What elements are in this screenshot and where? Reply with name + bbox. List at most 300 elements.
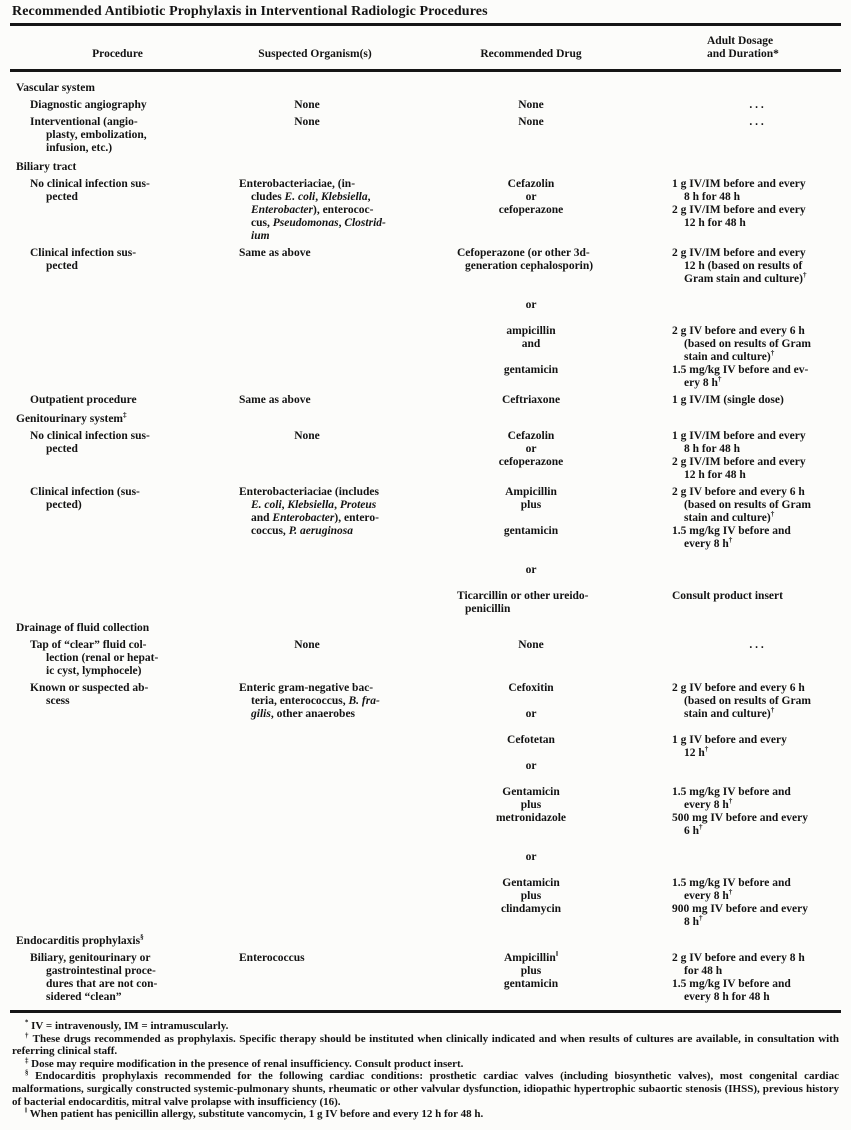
table-line [10, 978, 841, 991]
cell-adult-dosage: 12 h for 48 h [684, 217, 746, 229]
cell-adult-dosage: (based on results of Gram [684, 695, 811, 707]
cell-recommended-drug: gentamicin [503, 978, 559, 990]
cell-procedure [10, 286, 225, 299]
cell-adult-dosage: 1 g IV/IM (single dose) [672, 394, 784, 406]
cell-procedure: plasty, embolization, [46, 129, 147, 141]
cell-suspected-organisms [225, 260, 435, 273]
cell-adult-dosage: 6 h† [684, 823, 703, 837]
cell-adult-dosage: 1.5 mg/kg IV before and [672, 525, 791, 537]
cell-procedure: dures that are not con- [46, 978, 158, 990]
cell-suspected-organisms [225, 325, 435, 338]
cell-recommended-drug [435, 577, 635, 590]
cell-adult-dosage [635, 230, 841, 243]
cell-recommended-drug [435, 721, 635, 734]
cell-adult-dosage: 2 g IV before and every 6 h [672, 682, 805, 694]
footnote: ‡ Dose may require modification in the presence of renal insufficiency. Consult product insert. [25, 1057, 464, 1070]
cell-recommended-drug: plus [520, 890, 542, 902]
cell-recommended-drug: Cefazolin [507, 178, 555, 190]
table-row [10, 116, 841, 155]
cell-suspected-organisms: E. coli, Klebsiella, Proteus [251, 499, 377, 511]
table-line [10, 351, 841, 364]
bottom-rule [10, 1010, 841, 1013]
cell-recommended-drug: None [518, 99, 544, 111]
footnote: ‖ When patient has penicillin allergy, substitute vancomycin, 1 g IV before and every 12 h for 48 h. [25, 1107, 484, 1121]
cell-suspected-organisms [225, 469, 435, 482]
cell-procedure [10, 512, 225, 525]
footnotes [10, 1020, 841, 1121]
cell-recommended-drug: Ampicillin [505, 486, 557, 498]
cell-adult-dosage [635, 838, 841, 851]
cell-suspected-organisms [225, 564, 435, 577]
cell-procedure [10, 273, 225, 286]
table-line [10, 890, 841, 903]
table-line [10, 590, 841, 603]
cell-adult-dosage: 8 h for 48 h [684, 191, 741, 203]
cell-procedure [10, 851, 225, 864]
cell-adult-dosage: stain and culture)† [684, 510, 775, 524]
section-header: Biliary tract [16, 161, 77, 173]
cell-recommended-drug: Gentamicin [502, 786, 560, 798]
cell-recommended-drug [435, 512, 635, 525]
cell-recommended-drug [435, 230, 635, 243]
cell-suspected-organisms [225, 825, 435, 838]
cell-procedure [10, 799, 225, 812]
table-line [10, 747, 841, 760]
cell-procedure: pected [46, 191, 78, 203]
table-line [10, 299, 841, 312]
table-row [10, 178, 841, 243]
cell-procedure [10, 916, 225, 929]
table-line [10, 877, 841, 890]
cell-suspected-organisms [225, 299, 435, 312]
cell-suspected-organisms [225, 377, 435, 390]
cell-suspected-organisms [225, 786, 435, 799]
cell-procedure: gastrointestinal proce- [46, 965, 156, 977]
cell-recommended-drug: metronidazole [495, 812, 567, 824]
cell-procedure: Biliary, genitourinary or [30, 952, 151, 964]
cell-procedure [10, 825, 225, 838]
cell-procedure [10, 773, 225, 786]
cell-adult-dosage [635, 551, 841, 564]
footnote: * IV = intravenously, IM = intramuscularly. [25, 1019, 229, 1032]
cell-procedure: No clinical infection sus- [30, 430, 150, 442]
cell-adult-dosage: 2 g IV before and every 6 h [672, 486, 805, 498]
table-line [10, 377, 841, 390]
cell-procedure: lection (renal or hepat- [46, 652, 159, 664]
header-suspected-organisms: Suspected Organism(s) [258, 48, 372, 60]
cell-suspected-organisms: Enterobacter), enterococ- [251, 204, 374, 216]
section-header: Genitourinary system‡ [16, 411, 127, 425]
cell-adult-dosage: 8 h† [684, 914, 703, 928]
cell-procedure [10, 377, 225, 390]
cell-procedure [10, 338, 225, 351]
cell-adult-dosage [635, 652, 841, 665]
cell-procedure [10, 204, 225, 217]
table-line [10, 129, 841, 142]
table-line [10, 577, 841, 590]
cell-recommended-drug [435, 916, 635, 929]
cell-suspected-organisms: gilis, other anaerobes [251, 708, 356, 720]
cell-procedure [10, 456, 225, 469]
table-line [10, 230, 841, 243]
header-procedure: Procedure [92, 48, 143, 60]
table-line [10, 443, 841, 456]
cell-adult-dosage [635, 721, 841, 734]
cell-procedure: Outpatient procedure [30, 394, 137, 406]
cell-adult-dosage: (based on results of Gram [684, 338, 811, 350]
cell-procedure: ic cyst, lymphocele) [46, 665, 142, 677]
table-line [10, 965, 841, 978]
cell-procedure [10, 590, 225, 603]
cell-recommended-drug: plus [520, 965, 542, 977]
cell-procedure [10, 469, 225, 482]
cell-adult-dosage: 1.5 mg/kg IV before and [672, 786, 791, 798]
cell-suspected-organisms [225, 877, 435, 890]
cell-suspected-organisms [225, 652, 435, 665]
table-line [10, 838, 841, 851]
cell-adult-dosage: every 8 h for 48 h [684, 991, 770, 1003]
cell-procedure [10, 603, 225, 616]
cell-suspected-organisms [225, 747, 435, 760]
cell-adult-dosage: for 48 h [684, 965, 723, 977]
cell-recommended-drug [435, 286, 635, 299]
cell-adult-dosage [635, 312, 841, 325]
table-line [10, 142, 841, 155]
cell-recommended-drug: or [525, 851, 537, 863]
table-line [10, 178, 841, 191]
cell-suspected-organisms [225, 590, 435, 603]
cell-adult-dosage: stain and culture)† [684, 706, 775, 720]
table-line [10, 99, 841, 112]
table-line [10, 217, 841, 230]
cell-adult-dosage: 1 g IV/IM before and every [672, 178, 806, 190]
cell-adult-dosage: Gram stain and culture)† [684, 271, 807, 285]
table-line [10, 760, 841, 773]
cell-suspected-organisms: Same as above [239, 394, 311, 406]
cell-procedure [10, 903, 225, 916]
title-rule [10, 23, 841, 26]
cell-recommended-drug: gentamicin [503, 525, 559, 537]
table-row [10, 639, 841, 678]
table-line [10, 538, 841, 551]
cell-recommended-drug: Ampicillin‖ [503, 950, 559, 964]
cell-procedure [10, 364, 225, 377]
cell-procedure: pected [46, 443, 78, 455]
table-line [10, 469, 841, 482]
cell-procedure [10, 577, 225, 590]
table-line [10, 312, 841, 325]
table-row [10, 430, 841, 482]
cell-suspected-organisms [225, 760, 435, 773]
cell-adult-dosage: 2 g IV/IM before and every [672, 247, 806, 259]
cell-suspected-organisms [225, 577, 435, 590]
cell-recommended-drug: or [525, 299, 537, 311]
cell-suspected-organisms: Enterobacteriaciae, (in- [239, 178, 356, 190]
cell-adult-dosage [635, 564, 841, 577]
cell-suspected-organisms: None [294, 116, 320, 128]
cell-procedure [10, 299, 225, 312]
cell-procedure [10, 864, 225, 877]
footnote: † These drugs recommended as prophylaxis. Specific therapy should be instituted when clinically indicated and when results of cultures are available, in consultation with referring clinical staff. [12, 1031, 839, 1058]
cell-suspected-organisms [225, 838, 435, 851]
cell-procedure [10, 564, 225, 577]
table-title: Recommended Antibiotic Prophylaxis in Interventional Radiologic Procedures [12, 4, 488, 19]
table-line [10, 116, 841, 129]
cell-procedure [10, 351, 225, 364]
cell-recommended-drug [435, 747, 635, 760]
cell-adult-dosage: 2 g IV before and every 8 h [672, 952, 805, 964]
header-recommended-drug: Recommended Drug [480, 48, 582, 60]
cell-recommended-drug: Ceftriaxone [501, 394, 561, 406]
cell-suspected-organisms: cus, Pseudomonas, Clostrid- [251, 217, 386, 229]
cell-procedure: infusion, etc.) [46, 142, 113, 154]
cell-suspected-organisms: None [294, 430, 320, 442]
cell-recommended-drug [435, 469, 635, 482]
cell-suspected-organisms: Enterococcus [239, 952, 305, 964]
cell-suspected-organisms: Same as above [239, 247, 311, 259]
cell-suspected-organisms: cludes E. coli, Klebsiella, [251, 191, 371, 203]
cell-adult-dosage: stain and culture)† [684, 349, 775, 363]
table-line [10, 721, 841, 734]
cell-suspected-organisms [225, 665, 435, 678]
table-row [10, 247, 841, 390]
cell-recommended-drug: cefoperazone [498, 456, 564, 468]
cell-suspected-organisms [225, 978, 435, 991]
table-line [10, 247, 841, 260]
cell-adult-dosage: every 8 h† [684, 888, 733, 902]
cell-suspected-organisms [225, 721, 435, 734]
header-adult-dosage-line2: and Duration* [707, 48, 779, 60]
cell-recommended-drug [435, 864, 635, 877]
table-line [10, 364, 841, 377]
cell-recommended-drug [435, 312, 635, 325]
cell-recommended-drug: clindamycin [500, 903, 562, 915]
cell-adult-dosage: 500 mg IV before and every [672, 812, 808, 824]
cell-recommended-drug [435, 695, 635, 708]
cell-suspected-organisms [225, 991, 435, 1004]
cell-suspected-organisms [225, 142, 435, 155]
cell-recommended-drug [435, 551, 635, 564]
cell-suspected-organisms [225, 851, 435, 864]
cell-adult-dosage: 12 h† [684, 745, 709, 759]
cell-adult-dosage: 1 g IV before and every [672, 734, 787, 746]
cell-recommended-drug: plus [520, 499, 542, 511]
cell-adult-dosage [635, 129, 841, 142]
cell-procedure [10, 734, 225, 747]
table-line [10, 682, 841, 695]
cell-recommended-drug: or [525, 708, 537, 720]
table-body [10, 82, 841, 1004]
cell-recommended-drug [435, 773, 635, 786]
cell-procedure [10, 877, 225, 890]
cell-procedure [10, 312, 225, 325]
table-line [10, 825, 841, 838]
cell-procedure [10, 217, 225, 230]
cell-adult-dosage: 2 g IV before and every 6 h [672, 325, 805, 337]
table-line [10, 273, 841, 286]
cell-adult-dosage: 2 g IV/IM before and every [672, 204, 806, 216]
cell-recommended-drug: generation cephalosporin) [465, 260, 594, 272]
cell-procedure: Diagnostic angiography [30, 99, 147, 111]
cell-adult-dosage: 2 g IV/IM before and every [672, 456, 806, 468]
cell-recommended-drug: Cefoxitin [508, 682, 554, 694]
cell-suspected-organisms [225, 312, 435, 325]
cell-procedure [10, 786, 225, 799]
cell-adult-dosage [635, 142, 841, 155]
table-line [10, 603, 841, 616]
cell-suspected-organisms [225, 443, 435, 456]
cell-suspected-organisms [225, 456, 435, 469]
table-line [10, 499, 841, 512]
cell-recommended-drug [435, 273, 635, 286]
table-line [10, 652, 841, 665]
cell-adult-dosage: ery 8 h† [684, 375, 722, 389]
cell-recommended-drug: or [525, 760, 537, 772]
section-header: Vascular system [16, 82, 95, 94]
cell-suspected-organisms: None [294, 99, 320, 111]
table-line [10, 456, 841, 469]
cell-suspected-organisms [225, 603, 435, 616]
cell-suspected-organisms [225, 890, 435, 903]
cell-recommended-drug: Cefoperazone (or other 3d- [457, 247, 590, 259]
cell-suspected-organisms [225, 364, 435, 377]
table-line [10, 191, 841, 204]
cell-procedure: scess [46, 695, 70, 707]
table-line [10, 812, 841, 825]
cell-recommended-drug [435, 217, 635, 230]
table-row [10, 682, 841, 929]
cell-adult-dosage: 1 g IV/IM before and every [672, 430, 806, 442]
cell-procedure: Known or suspected ab- [30, 682, 149, 694]
cell-suspected-organisms [225, 286, 435, 299]
cell-recommended-drug: Ticarcillin or other ureido- [457, 590, 589, 602]
cell-procedure: No clinical infection sus- [30, 178, 150, 190]
cell-suspected-organisms: Enterobacteriaciae (includes [239, 486, 379, 498]
cell-procedure: Clinical infection sus- [30, 247, 137, 259]
cell-adult-dosage: 1.5 mg/kg IV before and ev- [672, 364, 809, 376]
cell-recommended-drug: None [518, 116, 544, 128]
table-line [10, 708, 841, 721]
cell-procedure: pected [46, 260, 78, 272]
table-row [10, 99, 841, 112]
table-line [10, 952, 841, 965]
cell-suspected-organisms [225, 351, 435, 364]
cell-procedure [10, 708, 225, 721]
cell-adult-dosage: every 8 h† [684, 536, 733, 550]
cell-adult-dosage [635, 773, 841, 786]
cell-procedure [10, 747, 225, 760]
table-line [10, 916, 841, 929]
table-line [10, 338, 841, 351]
cell-recommended-drug [435, 825, 635, 838]
table-line [10, 551, 841, 564]
table-line [10, 639, 841, 652]
cell-recommended-drug: and [521, 338, 541, 350]
cell-suspected-organisms [225, 129, 435, 142]
cell-recommended-drug: Cefazolin [507, 430, 555, 442]
table-line [10, 799, 841, 812]
cell-procedure: pected) [46, 499, 82, 511]
cell-recommended-drug [435, 377, 635, 390]
cell-recommended-drug [435, 538, 635, 551]
cell-suspected-organisms: Enteric gram-negative bac- [239, 682, 374, 694]
header-rule [10, 69, 841, 72]
cell-recommended-drug: Gentamicin [502, 877, 560, 889]
cell-recommended-drug [435, 129, 635, 142]
cell-adult-dosage [635, 760, 841, 773]
cell-adult-dosage: 1.5 mg/kg IV before and [672, 978, 791, 990]
cell-suspected-organisms: and Enterobacter), entero- [251, 512, 379, 524]
cell-recommended-drug: or [525, 564, 537, 576]
cell-adult-dosage: 900 mg IV before and every [672, 903, 808, 915]
cell-suspected-organisms [225, 916, 435, 929]
cell-adult-dosage: every 8 h† [684, 797, 733, 811]
cell-suspected-organisms [225, 965, 435, 978]
cell-recommended-drug: or [525, 191, 537, 203]
cell-adult-dosage: . . . [749, 116, 764, 128]
table-line [10, 512, 841, 525]
cell-suspected-organisms [225, 812, 435, 825]
cell-recommended-drug: gentamicin [503, 364, 559, 376]
table-line [10, 773, 841, 786]
table-line [10, 734, 841, 747]
cell-procedure [10, 890, 225, 903]
section-header: Drainage of fluid collection [16, 622, 150, 634]
cell-suspected-organisms [225, 864, 435, 877]
cell-procedure [10, 325, 225, 338]
cell-recommended-drug: penicillin [465, 603, 511, 615]
cell-procedure [10, 538, 225, 551]
cell-suspected-organisms [225, 273, 435, 286]
cell-adult-dosage [635, 851, 841, 864]
cell-adult-dosage [635, 299, 841, 312]
cell-procedure: Clinical infection (sus- [30, 486, 140, 498]
header-adult-dosage-line1: Adult Dosage [707, 35, 774, 47]
cell-procedure [10, 551, 225, 564]
table-line [10, 260, 841, 273]
table-line [10, 695, 841, 708]
cell-adult-dosage: . . . [749, 639, 764, 651]
cell-adult-dosage: 8 h for 48 h [684, 443, 741, 455]
section-header: Endocarditis prophylaxis§ [16, 933, 144, 947]
cell-suspected-organisms: ium [251, 230, 270, 242]
table-line [10, 564, 841, 577]
table-line [10, 991, 841, 1004]
cell-recommended-drug [435, 665, 635, 678]
cell-adult-dosage [635, 864, 841, 877]
cell-suspected-organisms [225, 338, 435, 351]
cell-suspected-organisms: teria, enterococcus, B. fra- [251, 695, 380, 707]
table-row [10, 486, 841, 616]
cell-suspected-organisms: None [294, 639, 320, 651]
table-line [10, 525, 841, 538]
cell-recommended-drug: cefoperazone [498, 204, 564, 216]
table-header-row [10, 35, 841, 61]
cell-recommended-drug [435, 838, 635, 851]
cell-adult-dosage: Consult product insert [672, 590, 783, 602]
table-line [10, 665, 841, 678]
table-line [10, 325, 841, 338]
cell-procedure: Interventional (angio- [30, 116, 138, 128]
table-line [10, 903, 841, 916]
table-row [10, 952, 841, 1004]
cell-suspected-organisms [225, 734, 435, 747]
table-line [10, 864, 841, 877]
cell-recommended-drug: Cefotetan [507, 734, 555, 746]
cell-recommended-drug: None [518, 639, 544, 651]
cell-suspected-organisms [225, 551, 435, 564]
cell-recommended-drug: ampicillin [506, 325, 556, 337]
